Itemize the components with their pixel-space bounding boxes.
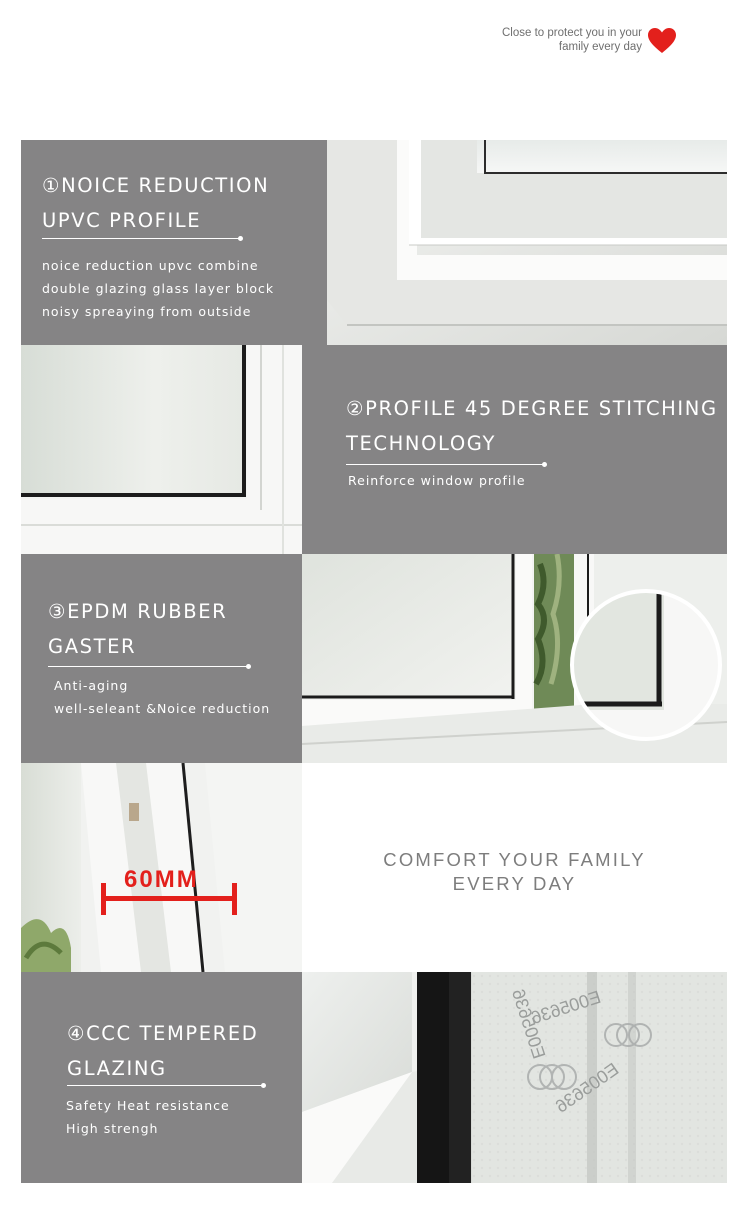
feature-row-1 [21, 140, 727, 345]
feature-row-3 [21, 554, 727, 763]
feature-4-desc-line: High strengh [66, 1121, 159, 1136]
feature-3-number: ③ [48, 600, 68, 623]
feature-1-desc-line: noisy spreaying from outside [42, 304, 252, 319]
feature-4-title [67, 1016, 258, 1086]
feature-1-number: ① [42, 174, 62, 197]
feature-row-2 [21, 345, 727, 554]
feature-row-4 [21, 972, 727, 1183]
feature-1-title-line2: UPVC PROFILE [42, 209, 202, 232]
feature-3-panel [21, 554, 302, 763]
feature-3-title [48, 594, 227, 664]
feature-4-number: ④ [67, 1022, 87, 1045]
feature-4-desc [66, 1094, 230, 1140]
feature-4-desc-line: Safety Heat resistance [66, 1098, 230, 1113]
feature-1-desc-line: noice reduction upvc combine [42, 258, 259, 273]
comfort-panel [302, 763, 727, 972]
feature-1-desc [42, 254, 274, 323]
tagline [422, 26, 642, 54]
tagline-line1: Close to protect you in your [502, 27, 642, 39]
feature-3-desc [54, 674, 270, 720]
feature-2-panel [302, 345, 727, 554]
feature-3-title-line1: EPDM RUBBER [67, 600, 228, 623]
comfort-line2: EVERY DAY [452, 873, 577, 894]
comfort-slogan [302, 848, 727, 896]
feature-3-desc-line: well-seleant &Noice reduction [54, 701, 271, 716]
heart-icon [648, 28, 676, 54]
feature-4-panel [21, 972, 302, 1183]
measure-label: 60MM [124, 866, 199, 893]
feature-2-desc [348, 469, 526, 492]
feature-2-underline [346, 464, 544, 465]
glass-mark: E005636 [507, 986, 550, 1062]
window-corner-photo [327, 140, 727, 345]
feature-2-desc-line: Reinforce window profile [348, 473, 526, 488]
profile-width-photo [21, 763, 302, 972]
feature-1-desc-line: double glazing glass layer block [42, 281, 275, 296]
feature-4-underline [67, 1085, 263, 1086]
feature-1-panel [21, 140, 327, 345]
feature-4-title-line2: GLAZING [67, 1057, 167, 1080]
feature-2-title-line2: TECHNOLOGY [346, 432, 497, 455]
feature-3-title-line2: GASTER [48, 635, 137, 658]
measure-row [21, 763, 727, 972]
feature-1-underline [42, 238, 240, 239]
feature-4-title-line1: CCC TEMPERED [86, 1022, 259, 1045]
tagline-line2: family every day [558, 41, 642, 53]
feature-3-underline [48, 666, 248, 667]
feature-2-title-line1: PROFILE 45 DEGREE STITCHING [365, 397, 718, 420]
feature-2-number: ② [346, 397, 366, 420]
tempered-glass-photo [302, 972, 727, 1183]
rubber-gasket-photo [302, 554, 727, 763]
comfort-line1: COMFORT YOUR FAMILY [383, 849, 646, 870]
glass-mark: E005636 [528, 986, 604, 1029]
glass-mark: E005636 [551, 1058, 623, 1117]
feature-1-title-line1: NOICE REDUCTION [61, 174, 270, 197]
window-glass-photo [21, 345, 302, 554]
feature-1-title [42, 168, 269, 238]
feature-3-desc-line: Anti-aging [54, 678, 129, 693]
feature-2-title [346, 391, 718, 461]
